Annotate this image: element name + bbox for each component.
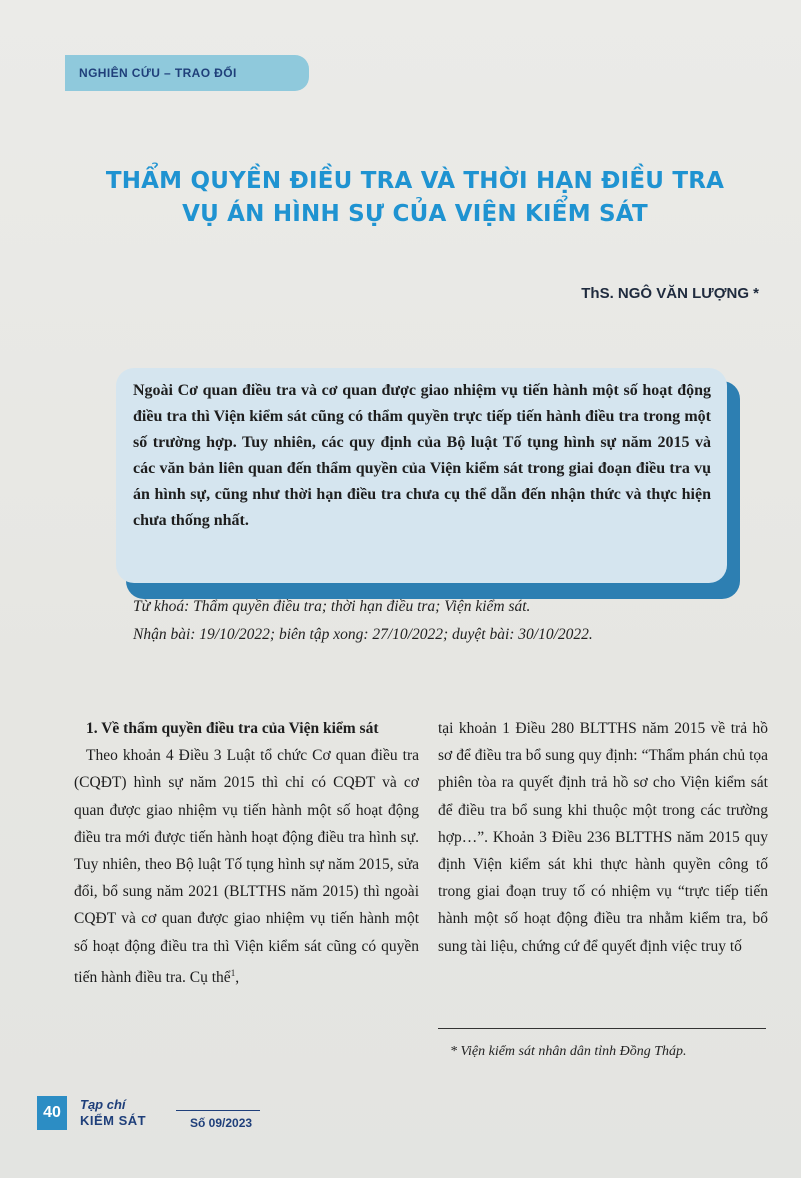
abstract-text: Ngoài Cơ quan điều tra và cơ quan được giao nhiệm vụ tiến hành một số hoạt động điều tra thì Viện kiểm sát cũng có thẩm quyền trực tiếp tiến hành điều tra trong một số trường hợp. Tuy nhiên, các quy định của Bộ luật Tố tụng hình sự năm 2015 và các văn bản liên quan đến thẩm quyền của Viện kiểm sát trong giai đoạn điều tra vụ án hình sự, cũng như thời hạn điều tra chưa cụ thể dẫn đến nhận thức và thực hiện chưa thống nhất. [133, 382, 711, 529]
footer-rule [176, 1110, 260, 1111]
magazine-tap-chi: Tạp chí [80, 1097, 126, 1112]
author-name: ThS. NGÔ VĂN LƯỢNG * [581, 285, 759, 302]
title-line-1: THẨM QUYỀN ĐIỀU TRA VÀ THỜI HẠN ĐIỀU TRA [105, 168, 725, 194]
right-paragraph: tại khoản 1 Điều 280 BLTTHS năm 2015 về trả hồ sơ để điều tra bổ sung quy định: “Thẩm phán chủ tọa phiên tòa ra quyết định trả hồ sơ cho Viện kiểm sát để điều tra bổ sung khi thuộc một trong các trường hợp…”. Khoản 3 Điều 236 BLTTHS năm 2015 quy định Viện kiểm sát khi thực hành quyền công tố trong giai đoạn truy tố có nhiệm vụ “trực tiếp tiến hành một số hoạt động điều tra nhằm kiểm tra, bổ sung tài liệu, chứng cứ để quyết định việc truy tố [438, 720, 768, 955]
left-paragraph-end: , [235, 968, 240, 986]
footnote-divider [438, 1028, 766, 1029]
left-paragraph [74, 742, 419, 991]
issue-number: Số 09/2023 [190, 1116, 253, 1130]
submission-dates: Nhận bài: 19/10/2022; biên tập xong: 27/10/2022; duyệt bài: 30/10/2022. [133, 626, 593, 643]
section-1-heading: 1. Về thẩm quyền điều tra của Viện kiểm sát [86, 720, 379, 737]
magazine-name: KIỂM SÁT [80, 1113, 147, 1128]
page-number: 40 [37, 1096, 67, 1130]
title-line-2: VỤ ÁN HÌNH SỰ CỦA VIỆN KIỂM SÁT [182, 201, 648, 227]
keywords: Từ khoá: Thẩm quyền điều tra; thời hạn điều tra; Viện kiểm sát. [133, 598, 531, 615]
article-title [90, 165, 740, 231]
abstract-box [116, 368, 727, 583]
right-column [438, 715, 768, 960]
left-paragraph-text: Theo khoản 4 Điều 3 Luật tổ chức Cơ quan điều tra (CQĐT) hình sự năm 2015 thì chỉ có CQĐT và cơ quan được giao nhiệm vụ tiến hành một số hoạt động điều tra mới được tiến hành hoạt động điều tra hình sự. Tuy nhiên, theo Bộ luật Tố tụng hình sự năm 2015, sửa đổi, bổ sung năm 2021 (BLTTHS năm 2015) thì ngoài CQĐT và cơ quan được giao nhiệm vụ tiến hành một số hoạt động điều tra thì Viện kiểm sát cũng có quyền tiến hành điều tra. Cụ thể [74, 747, 419, 986]
section-label: NGHIÊN CỨU – TRAO ĐỔI [65, 55, 309, 91]
footnote: * Viện kiểm sát nhân dân tỉnh Đồng Tháp. [450, 1044, 687, 1059]
magazine-logo [80, 1098, 146, 1130]
footnote-ref: 1 [230, 967, 236, 978]
left-column [74, 715, 419, 991]
